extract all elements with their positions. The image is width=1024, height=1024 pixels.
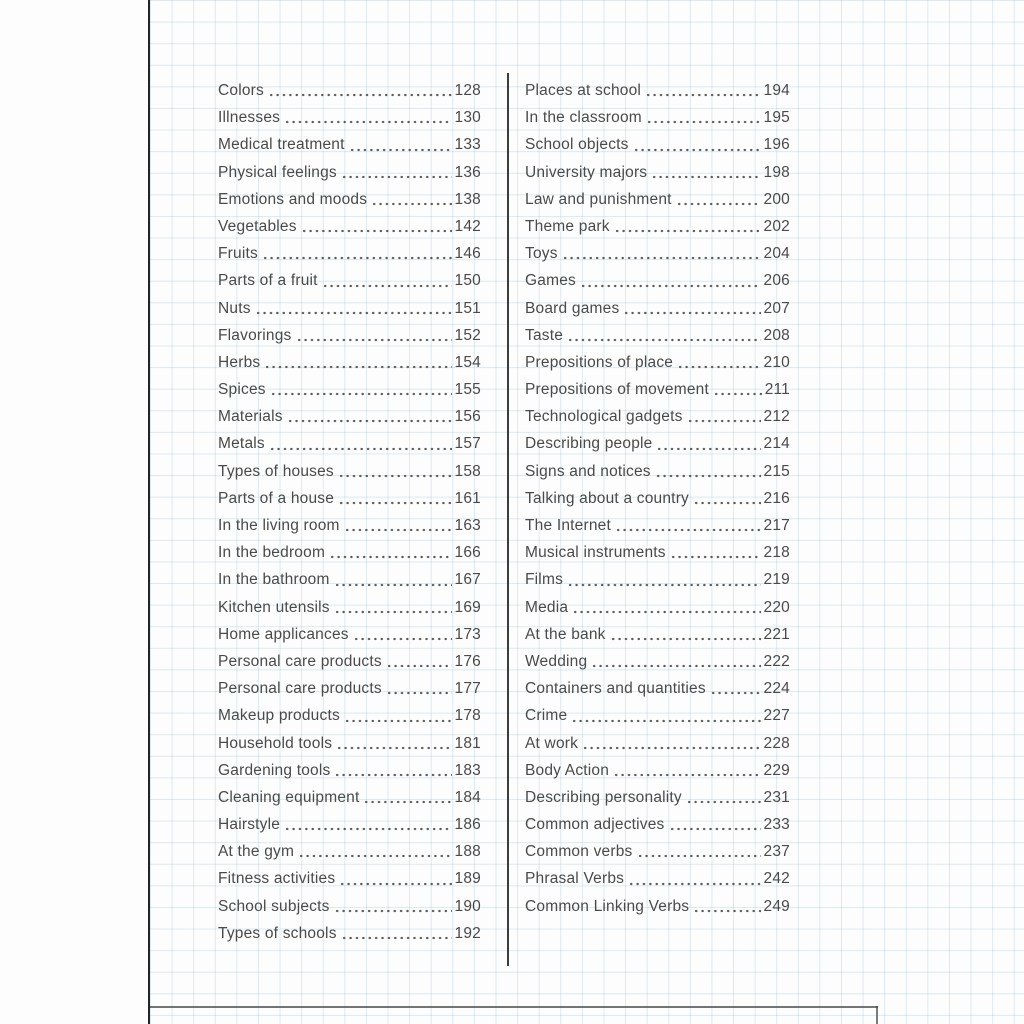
dot-leader	[613, 757, 760, 784]
dot-leader	[334, 757, 451, 784]
dot-leader	[710, 675, 761, 702]
dot-leader	[669, 811, 761, 838]
dot-leader	[301, 213, 452, 240]
toc-entry-title: Nuts	[218, 299, 251, 317]
dot-leader	[591, 648, 760, 675]
dot-leader	[338, 485, 451, 512]
dot-leader	[670, 539, 761, 566]
toc-entry-title: Gardening tools	[218, 761, 331, 779]
toc-entry-title: School objects	[525, 136, 629, 154]
toc-entry-page-number: 219	[763, 571, 790, 589]
toc-entry-title: Emotions and moods	[218, 190, 368, 208]
toc-entry-page-number: 215	[763, 462, 790, 480]
toc-entry	[525, 811, 790, 838]
toc-entry-page-number: 189	[454, 870, 481, 888]
toc-entry-page-number: 138	[454, 190, 481, 208]
dot-leader	[580, 267, 761, 294]
toc-entry-page-number: 224	[763, 680, 790, 698]
toc-entry-page-number: 233	[763, 816, 790, 834]
toc-entry-title: In the classroom	[525, 109, 642, 127]
toc-entry-page-number: 183	[454, 761, 481, 779]
toc-entry-title: Body Action	[525, 761, 610, 779]
toc-entry-page-number: 142	[454, 217, 481, 235]
toc-entry-title: Phrasal Verbs	[525, 870, 625, 888]
toc-entry-page-number: 207	[763, 299, 790, 317]
toc-entry	[525, 648, 790, 675]
dot-leader	[296, 322, 452, 349]
toc-entry	[218, 865, 481, 892]
toc-entry-page-number: 178	[454, 707, 481, 725]
toc-entry-title: In the living room	[218, 517, 340, 534]
corner-page-edge-line	[876, 1006, 878, 1024]
toc-entry	[525, 512, 790, 539]
dot-leader	[344, 512, 452, 539]
toc-entry	[525, 566, 790, 593]
toc-entry	[218, 267, 481, 294]
toc-entry	[525, 702, 790, 729]
dot-leader	[255, 295, 452, 322]
toc-entry-page-number: 220	[763, 598, 790, 616]
dot-leader	[298, 838, 451, 865]
toc-entry-page-number: 166	[454, 544, 481, 562]
toc-entry	[218, 186, 481, 213]
dot-leader	[287, 403, 452, 430]
toc-entry-title: Common verbs	[525, 843, 633, 861]
toc-entry	[218, 349, 481, 376]
dot-leader	[655, 458, 761, 485]
toc-entry-title: Parts of a fruit	[218, 272, 318, 290]
toc-entry-title: In the bedroom	[218, 544, 326, 562]
toc-entry-title: Prepositions of place	[525, 353, 674, 371]
dot-leader	[651, 159, 760, 186]
toc-entry	[218, 893, 481, 920]
dot-leader	[339, 865, 451, 892]
toc-entry	[218, 920, 481, 947]
dot-leader	[645, 77, 760, 104]
dot-leader	[693, 485, 761, 512]
dot-leader	[334, 893, 452, 920]
dot-leader	[693, 893, 760, 920]
dot-leader	[687, 403, 761, 430]
toc-entry-page-number: 188	[454, 843, 481, 861]
toc-entry-title: Signs and notices	[525, 462, 651, 480]
dot-leader	[341, 159, 452, 186]
dot-leader	[582, 730, 760, 757]
dot-leader	[353, 621, 452, 648]
toc-entry-title: Talking about a country	[525, 489, 690, 507]
dot-leader	[371, 186, 451, 213]
dot-leader	[334, 594, 452, 621]
toc-entry-title: Personal care products	[218, 680, 382, 698]
toc-entry-page-number: 176	[454, 652, 481, 670]
dot-leader	[686, 784, 761, 811]
toc-entry	[525, 539, 790, 566]
toc-entry-page-number: 202	[763, 217, 790, 235]
toc-entry	[525, 893, 790, 920]
dot-leader	[349, 131, 452, 158]
toc-entry-page-number: 190	[454, 897, 481, 915]
toc-entry	[218, 648, 481, 675]
toc-entry-page-number: 173	[454, 625, 481, 643]
dot-leader	[284, 104, 451, 131]
toc-entry-page-number: 218	[763, 544, 790, 562]
toc-entry-page-number: 231	[763, 788, 790, 806]
toc-entry	[525, 77, 790, 104]
toc-entry-title: Physical feelings	[218, 163, 337, 181]
toc-entry-page-number: 194	[763, 82, 790, 99]
toc-entry-title: Metals	[218, 435, 265, 453]
toc-entry-title: Spices	[218, 381, 266, 399]
bottom-page-edge-line	[150, 1006, 878, 1008]
dot-leader	[623, 295, 760, 322]
toc-entry-title: Materials	[218, 408, 283, 426]
toc-entry-page-number: 212	[763, 408, 790, 426]
toc-entry	[218, 675, 481, 702]
toc-entry-page-number: 150	[454, 272, 481, 290]
toc-entry	[218, 702, 481, 729]
toc-entry-title: Colors	[218, 82, 264, 99]
dot-leader	[614, 213, 761, 240]
toc-entry-page-number: 128	[454, 82, 481, 99]
toc-entry-page-number: 200	[763, 190, 790, 208]
toc-entry-page-number: 195	[763, 109, 790, 127]
toc-entry-page-number: 214	[763, 435, 790, 453]
toc-entry-page-number: 151	[454, 299, 481, 317]
toc-entry	[525, 403, 790, 430]
toc-entry	[218, 240, 481, 267]
toc-entry-page-number: 181	[454, 734, 481, 752]
toc-entry-title: In the bathroom	[218, 571, 330, 589]
toc-entry-title: Medical treatment	[218, 136, 345, 154]
toc-entry	[525, 159, 790, 186]
toc-entry	[525, 240, 790, 267]
toc-entry-title: Hairstyle	[218, 816, 281, 834]
toc-entry-page-number: 196	[763, 136, 790, 154]
dot-leader	[270, 376, 452, 403]
toc-entry	[218, 104, 481, 131]
toc-entry-title: Herbs	[218, 353, 261, 371]
dot-leader	[646, 104, 761, 131]
toc-entry-title: At the gym	[218, 843, 295, 861]
toc-entry-title: School subjects	[218, 897, 330, 915]
toc-entry-title: Crime	[525, 707, 568, 725]
dot-leader	[572, 594, 760, 621]
toc-entry-page-number: 222	[763, 652, 790, 670]
toc-entry	[218, 512, 481, 539]
dot-leader	[633, 131, 761, 158]
toc-left-column	[218, 77, 481, 947]
toc-entry-page-number: 211	[764, 381, 790, 399]
toc-right-column	[525, 77, 790, 920]
dot-leader	[322, 267, 452, 294]
toc-entry-title: Kitchen utensils	[218, 598, 330, 616]
toc-entry	[525, 376, 790, 403]
toc-entry	[525, 838, 790, 865]
dot-leader	[571, 702, 760, 729]
toc-entry-page-number: 158	[454, 462, 481, 480]
dot-leader	[284, 811, 451, 838]
toc-entry-title: Films	[525, 571, 564, 589]
toc-entry-page-number: 130	[454, 109, 481, 127]
toc-entry-page-number: 216	[763, 489, 790, 507]
toc-entry	[218, 594, 481, 621]
toc-entry-page-number: 169	[454, 598, 481, 616]
toc-entry-title: Theme park	[525, 217, 610, 235]
toc-entry-title: Types of schools	[218, 924, 337, 942]
toc-entry	[525, 213, 790, 240]
dot-leader	[363, 784, 451, 811]
toc-entry-title: Home applicances	[218, 625, 349, 643]
toc-entry-title: Fitness activities	[218, 870, 336, 888]
toc-entry	[218, 566, 481, 593]
toc-entry-page-number: 237	[763, 843, 790, 861]
dot-leader	[264, 349, 451, 376]
dot-leader	[344, 702, 452, 729]
toc-entry	[218, 213, 481, 240]
toc-entry-title: Describing personality	[525, 788, 682, 806]
toc-entry	[218, 376, 481, 403]
toc-entry-page-number: 154	[454, 353, 481, 371]
dot-leader	[562, 240, 761, 267]
toc-entry-page-number: 249	[763, 897, 790, 915]
toc-entry-page-number: 206	[763, 272, 790, 290]
toc-entry	[525, 621, 790, 648]
dot-leader	[341, 920, 452, 947]
toc-entry-page-number: 217	[763, 517, 790, 534]
toc-entry-title: Musical instruments	[525, 544, 666, 562]
toc-entry	[525, 267, 790, 294]
toc-entry-title: Taste	[525, 326, 564, 344]
toc-entry-title: Flavorings	[218, 326, 292, 344]
dot-leader	[610, 621, 761, 648]
toc-entry	[218, 784, 481, 811]
toc-entry-title: Cleaning equipment	[218, 788, 360, 806]
toc-entry-title: Fruits	[218, 245, 258, 263]
toc-entry-title: Personal care products	[218, 652, 382, 670]
toc-entry-title: Media	[525, 598, 569, 616]
toc-entry-page-number: 186	[454, 816, 481, 834]
toc-entry-page-number: 157	[454, 435, 481, 453]
toc-entry	[525, 104, 790, 131]
dot-leader	[656, 430, 760, 457]
toc-entry-title: Law and punishment	[525, 190, 672, 208]
toc-entry-page-number: 192	[454, 924, 481, 942]
toc-entry-title: Describing people	[525, 435, 653, 453]
toc-entry-page-number: 163	[454, 517, 481, 534]
dot-leader	[637, 838, 761, 865]
toc-entry-page-number: 167	[454, 571, 481, 589]
toc-entry	[218, 730, 481, 757]
toc-entry-page-number: 146	[454, 245, 481, 263]
toc-entry-title: Games	[525, 272, 576, 290]
toc-entry	[218, 811, 481, 838]
toc-entry-page-number: 221	[763, 625, 790, 643]
dot-leader	[262, 240, 452, 267]
toc-entry-page-number: 136	[454, 163, 481, 181]
toc-entry-title: Makeup products	[218, 707, 340, 725]
dot-leader	[567, 566, 761, 593]
toc-entry	[218, 458, 481, 485]
toc-entry	[525, 865, 790, 892]
toc-entry	[218, 430, 481, 457]
toc-entry-page-number: 229	[763, 761, 790, 779]
toc-entry-title: At the bank	[525, 625, 606, 643]
dot-leader	[676, 186, 761, 213]
toc-entry-page-number: 156	[454, 408, 481, 426]
toc-entry-title: Illnesses	[218, 109, 281, 127]
toc-entry	[525, 458, 790, 485]
toc-entry	[218, 322, 481, 349]
toc-entry-page-number: 133	[454, 136, 481, 154]
dot-leader	[628, 865, 760, 892]
toc-entry	[525, 757, 790, 784]
dot-leader	[329, 539, 451, 566]
toc-entry-page-number: 177	[454, 680, 481, 698]
dot-leader	[713, 376, 762, 403]
toc-entry-title: Common adjectives	[525, 816, 665, 834]
dot-leader	[677, 349, 760, 376]
toc-entry	[525, 186, 790, 213]
dot-leader	[336, 730, 451, 757]
toc-entry	[525, 131, 790, 158]
toc-entry	[525, 295, 790, 322]
toc-entry	[525, 730, 790, 757]
toc-entry-title: Vegetables	[218, 217, 297, 235]
toc-entry-title: Common Linking Verbs	[525, 897, 690, 915]
toc-entry	[218, 539, 481, 566]
toc-entry-title: Places at school	[525, 82, 642, 99]
toc-entry-page-number: 228	[763, 734, 790, 752]
toc-entry-title: Containers and quantities	[525, 680, 706, 698]
toc-entry	[218, 403, 481, 430]
toc-entry-page-number: 227	[763, 707, 790, 725]
toc-entry-title: University majors	[525, 163, 648, 181]
toc-entry	[218, 131, 481, 158]
toc-entry	[525, 594, 790, 621]
dot-leader	[338, 458, 452, 485]
dot-leader	[567, 322, 760, 349]
toc-entry	[218, 295, 481, 322]
toc-entry-title: At work	[525, 734, 579, 752]
toc-entry	[525, 485, 790, 512]
toc-entry-title: Wedding	[525, 652, 588, 670]
toc-entry-title: Technological gadgets	[525, 408, 683, 426]
toc-entry-title: Toys	[525, 245, 558, 263]
toc-entry	[218, 757, 481, 784]
dot-leader	[269, 430, 452, 457]
toc-entry-title: Household tools	[218, 734, 333, 752]
toc-entry-title: Parts of a house	[218, 489, 335, 507]
dot-leader	[386, 675, 452, 702]
toc-entry	[218, 77, 481, 104]
toc-entry	[218, 621, 481, 648]
toc-entry-page-number: 161	[454, 489, 481, 507]
toc-entry-page-number: 210	[763, 353, 790, 371]
toc-entry-page-number: 198	[763, 163, 790, 181]
toc-entry-page-number: 242	[763, 870, 790, 888]
toc-entry	[525, 349, 790, 376]
toc-entry-title: Types of houses	[218, 462, 334, 480]
column-divider-line	[507, 73, 509, 966]
toc-entry	[218, 159, 481, 186]
toc-entry	[525, 675, 790, 702]
left-page-edge-line	[148, 0, 150, 1024]
toc-entry-title: Prepositions of movement	[525, 381, 709, 399]
toc-entry-page-number: 184	[454, 788, 481, 806]
toc-entry	[525, 430, 790, 457]
dot-leader	[268, 77, 452, 104]
dot-leader	[386, 648, 452, 675]
dot-leader	[615, 512, 761, 539]
dot-leader	[334, 566, 452, 593]
toc-entry-page-number: 152	[454, 326, 481, 344]
toc-entry	[218, 485, 481, 512]
toc-entry-page-number: 204	[763, 245, 790, 263]
toc-entry-page-number: 155	[454, 381, 481, 399]
toc-entry-title: The Internet	[525, 517, 611, 534]
toc-entry-title: Board games	[525, 299, 620, 317]
toc-entry	[218, 838, 481, 865]
toc-entry-page-number: 208	[763, 326, 790, 344]
toc-entry	[525, 322, 790, 349]
toc-entry	[525, 784, 790, 811]
